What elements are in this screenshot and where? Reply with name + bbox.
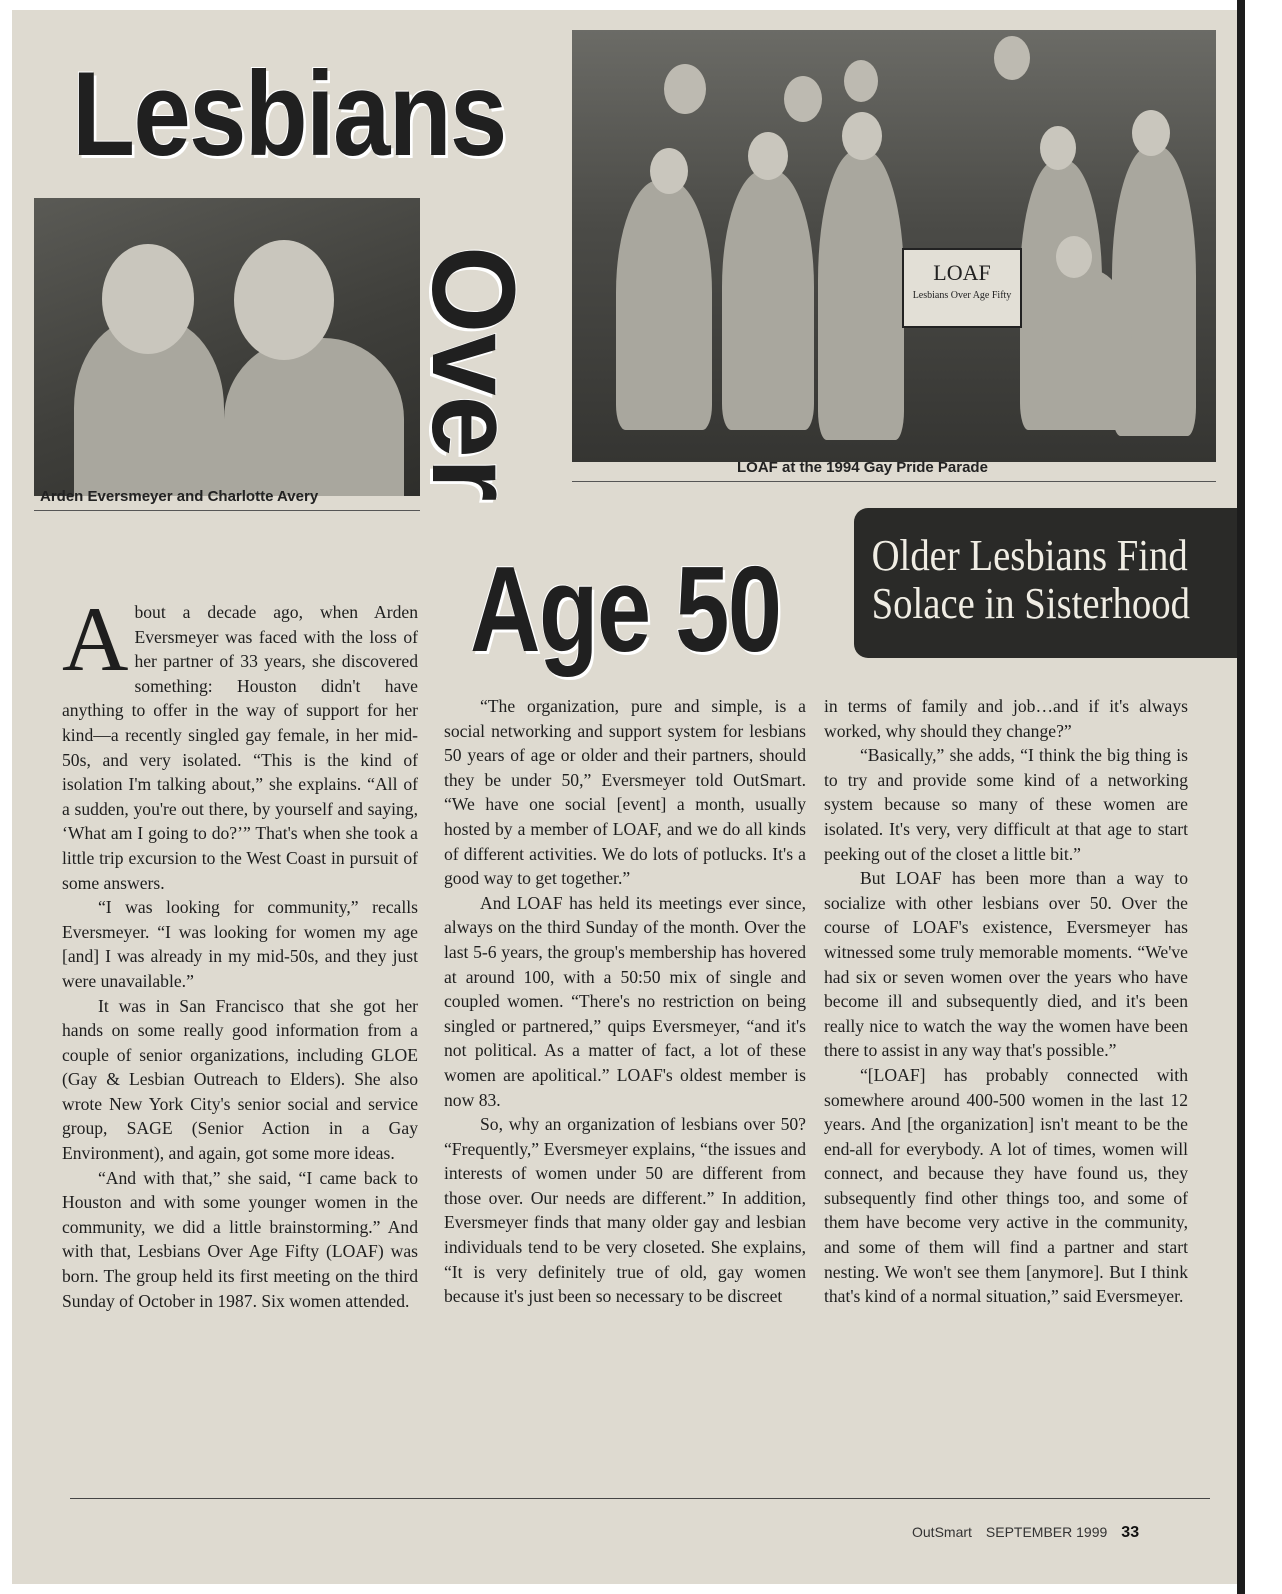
loaf-car-sign bbox=[902, 248, 1022, 328]
article-column-3 bbox=[824, 694, 1188, 1309]
footer-date: SEPTEMBER 1999 bbox=[985, 1524, 1108, 1540]
article-paragraph: It was in San Francisco that she got her hands on some really good information from a couple of senior organizations, including GLOE (Gay & Lesbian Outreach to Elders). She also wrote New York City's senior social and service group, SAGE (Senior Action in a Gay Environment), and again, got some more ideas. bbox=[62, 995, 418, 1164]
headline-age-50: Age 50 bbox=[470, 541, 781, 677]
parade-woman bbox=[616, 180, 712, 430]
parade-face bbox=[748, 132, 788, 180]
caption-rule-right bbox=[572, 481, 1216, 482]
balloon bbox=[844, 60, 878, 102]
figure-right bbox=[224, 338, 404, 496]
article-paragraph: “And with that,” she said, “I came back to Houston and with some younger women in the community, we did a little brainstorming.” And with that, Lesbians Over Age Fifty (LOAF) was born. The group held its first meeting on the third Sunday of October in 1987. Six women attended. bbox=[62, 1167, 418, 1311]
article-paragraph: “The organization, pure and simple, is a social networking and support system for lesbians 50 years of age or older and their partners, should they be under 50,” Eversmeyer told OutSmart. “We have one social [event] a month, usually hosted by a member of LOAF, and we do all kinds of different activities. We do lots of potlucks. It's a good way to get together.” bbox=[444, 696, 806, 889]
parade-face bbox=[842, 112, 882, 160]
drop-cap: A bbox=[62, 588, 129, 690]
headline-over: Over bbox=[407, 246, 539, 502]
magazine-page bbox=[12, 10, 1252, 1584]
article-paragraph: So, why an organization of lesbians over 50? “Frequently,” Eversmeyer explains, “the issues and interests of women under 50 are different from those over. Our needs are different.” In addition, Eversmeyer finds that many older gay and lesbian individuals tend to be very closeted. She explains, “It is very definitely true of old, gay women because it's just been so necessary to be discreet bbox=[444, 1114, 806, 1307]
balloon bbox=[784, 76, 822, 122]
article-paragraph: “[LOAF] has probably connected with somewhere around 400-500 women in the last 12 years. And [the organization] isn't meant to be the end-all for everybody. A lot of times, women will connect, and because they have found us, they subsequently find other things too, and some of them have become very active in the community, and some of them will find a partner and start nesting. We won't see them [anymore]. But I think that's kind of a normal situation,” said Eversmeyer. bbox=[824, 1064, 1188, 1307]
page-number: 33 bbox=[1121, 1524, 1140, 1541]
page-edge-shadow bbox=[1237, 0, 1245, 1594]
photo-caption-left: Arden Eversmeyer and Charlotte Avery bbox=[40, 488, 319, 505]
subhead-banner bbox=[854, 508, 1252, 658]
sign-title: LOAF bbox=[933, 260, 991, 285]
subhead-line-2: Solace in Sisterhood bbox=[871, 579, 1190, 628]
page-footer bbox=[912, 1524, 1139, 1542]
scan-margin bbox=[1245, 0, 1282, 1594]
face-right bbox=[234, 240, 334, 360]
subhead-text bbox=[854, 508, 1224, 628]
parade-face bbox=[1040, 126, 1076, 170]
article-paragraph: in terms of family and job…and if it's always worked, why should they change?” bbox=[824, 696, 1188, 741]
subhead-line-1: Older Lesbians Find bbox=[871, 531, 1188, 580]
parade-face bbox=[1056, 236, 1092, 278]
parade-woman-kneeling bbox=[1042, 270, 1132, 430]
face-left bbox=[102, 244, 194, 354]
article-paragraph: But LOAF has been more than a way to socialize with other lesbians over 50. Over the course of LOAF's existence, Eversmeyer has witnessed some truly memorable moments. “We've had six or seven women over the years who have become ill and subsequently died, and it's been really nice to watch the way the women have been there to assist in any way that's possible.” bbox=[824, 868, 1188, 1061]
balloon bbox=[664, 64, 706, 114]
parade-woman bbox=[722, 170, 814, 430]
parade-face bbox=[650, 148, 688, 194]
photo-loaf-parade bbox=[572, 30, 1216, 462]
article-paragraph: “I was looking for community,” recalls Eversmeyer. “I was looking for women my age [and] I was already in my mid-50s, and they just were unavailable.” bbox=[62, 897, 418, 991]
parade-woman bbox=[818, 150, 904, 440]
photo-caption-right: LOAF at the 1994 Gay Pride Parade bbox=[737, 459, 988, 476]
caption-rule-left bbox=[34, 510, 420, 511]
photo-eversmeyer-avery bbox=[34, 198, 420, 496]
balloon bbox=[994, 36, 1030, 80]
sign-subtitle: Lesbians Over Age Fifty bbox=[912, 290, 1012, 301]
headline-lesbians: Lesbians bbox=[72, 47, 506, 181]
footer-rule bbox=[70, 1498, 1210, 1499]
article-paragraph: And LOAF has held its meetings ever since, always on the third Sunday of the month. Over the last 5-6 years, the group's membership has hovered at around 100, with a 50:50 mix of single and coupled women. “There's no restriction on being singled or partnered,” quips Eversmeyer, “and it's not political. As a matter of fact, a lot of these women are apolitical.” LOAF's oldest member is now 83. bbox=[444, 892, 806, 1110]
article-column-1 bbox=[62, 588, 418, 1313]
footer-magazine: OutSmart bbox=[912, 1524, 972, 1540]
article-paragraph: bout a decade ago, when Arden Eversmeyer was faced with the loss of her partner of 33 years, she discovered something: Houston didn't have anything to offer in the way of support for her kind—a recently singled gay female, in her mid-50s, and very isolated. “This is the kind of isolation I'm talking about,” she explains. “All of a sudden, you're out there, by yourself and saying, ‘What am I going to do?’” That's when she took a little trip excursion to the West Coast in pursuit of some answers. bbox=[62, 602, 418, 893]
article-paragraph: “Basically,” she adds, “I think the big thing is to try and provide some kind of a networking system because so many of these women are isolated. It's very, very difficult at that age to start peeking out of the closet a little bit.” bbox=[824, 745, 1188, 864]
parade-face bbox=[1132, 110, 1170, 156]
article-column-2 bbox=[444, 694, 806, 1309]
